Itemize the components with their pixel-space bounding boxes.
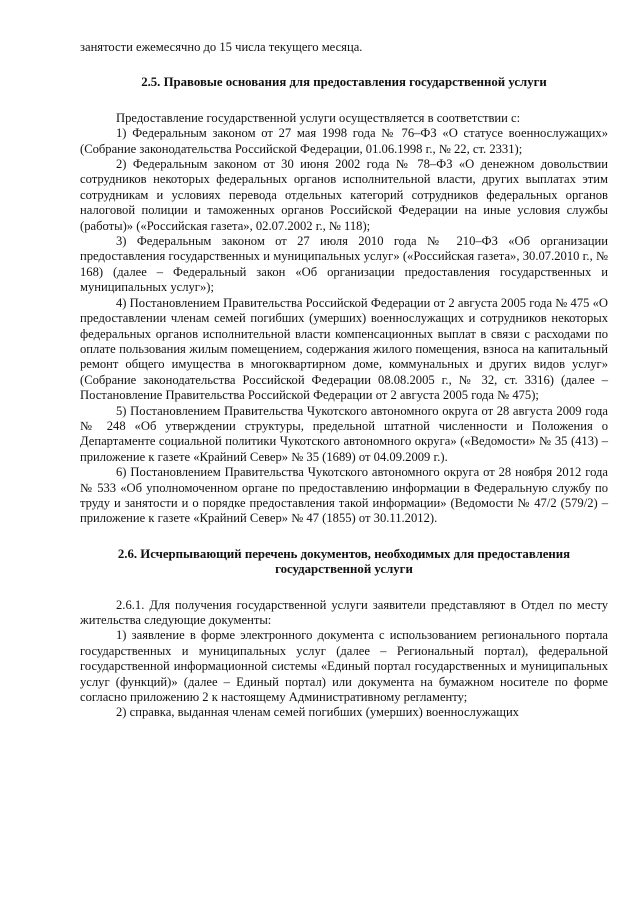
section-2-5-heading: 2.5. Правовые основания для предоставления государственной услуги [141, 75, 547, 90]
documents-item-1: 1) заявление в форме электронного документа с использованием регионального портала государственных и муниципальных услуг (далее – Региональный портал), федеральной государственной информационной системы «Единый портал государственных и муниципальных услуг (функций)» (далее – Единый портал) или документа на бумажном носителе по форме согласно приложению 2 к настоящему Административному регламенту; [80, 628, 608, 705]
legal-basis-item-6: 6) Постановлением Правительства Чукотского автономного округа от 28 ноября 2012 года № 533 «Об уполномоченном органе по предоставлению информации в Федеральную службу по труду и занятости и о порядке предоставления такой информации» (Ведомости № 47/2 (579/2) – приложение к газете «Крайний Север» № 47 (1855) от 30.11.2012). [80, 465, 608, 526]
spacer [80, 55, 608, 75]
legal-basis-item-2: 2) Федеральным законом от 30 июня 2002 года № 78–ФЗ «О денежном довольствии сотрудников некоторых федеральных органов исполнительной власти, других выплатах этим сотрудникам и условиях перевода отдельных категорий сотрудников федеральных органов налоговой полиции и таможенных органов Российской Федерации на иные условия службы (работы)» («Российская газета», 02.07.2002 г., № 118); [80, 157, 608, 233]
intro-line: занятости ежемесячно до 15 числа текущего месяца. [80, 40, 363, 54]
section-2-5-lead: Предоставление государственной услуги осуществляется в соответствии с: [116, 110, 521, 125]
legal-basis-item-5: 5) Постановлением Правительства Чукотского автономного округа от 28 августа 2009 года № 248 «Об утверждении структуры, предельной штатной численности и Положения о Департаменте социальной политики Чукотского автономного округа» («Ведомости» № 35 (413) – приложение к газете «Крайний Север» № 35 (1689) от 04.09.2009 г.). [80, 403, 608, 464]
section-2-6-heading-line-2: государственной услуги [275, 562, 413, 577]
documents-item-2: 2) справка, выданная членам семей погибших (умерших) военнослужащих [116, 705, 519, 720]
spacer [80, 527, 608, 547]
legal-basis-item-3: 3) Федеральным законом от 27 июля 2010 года № 210–ФЗ «Об организации предоставления государственных и муниципальных услуг» («Российская газета», 30.07.2010 г., № 168) (далее – Федеральный закон «Об организации предоставления государственных и муниципальных услуг»); [80, 234, 608, 295]
spacer [80, 91, 608, 111]
legal-basis-item-4: 4) Постановлением Правительства Российской Федерации от 2 августа 2005 года № 475 «О предоставлении членам семей погибших (умерших) военнослужащих и сотрудников некоторых федеральных органов исполнительной власти компенсационных выплат в связи с расходами по оплате пользования жилым помещением, содержания жилого помещения, взноса на капитальный ремонт общего имущества в многоквартирном доме, коммунальных и других видов услуг» (Собрание законодательства Российской Федерации 08.08.2005 г., № 32, ст. 3316) (далее – Постановление Правительства Российской Федерации от 2 августа 2005 года № 475); [80, 295, 608, 403]
spacer [80, 578, 608, 598]
legal-basis-item-1: 1) Федеральным законом от 27 мая 1998 года № 76–ФЗ «О статусе военнослужащих» (Собрание законодательства Российской Федерации, 01.06.1998 г., № 22, ст. 2331); [80, 126, 608, 156]
section-2-6-lead: 2.6.1. Для получения государственной услуги заявители представляют в Отдел по месту жительства следующие документы: [80, 597, 608, 627]
document-page [80, 40, 608, 721]
section-2-6-heading-line-1: 2.6. Исчерпывающий перечень документов, необходимых для предоставления [117, 546, 571, 561]
